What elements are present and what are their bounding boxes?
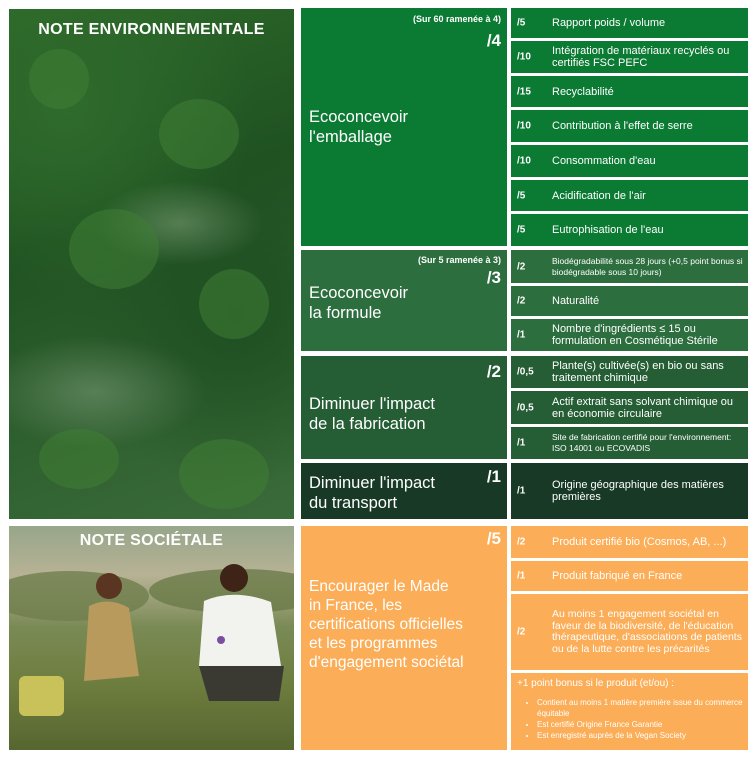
- transport-score: /1: [486, 467, 501, 486]
- fabrication-title: Diminuer l'impact de la fabrication: [309, 395, 436, 433]
- bonus-block: [511, 673, 748, 750]
- bonus-title: +1 point bonus si le produit (et/ou) :: [517, 678, 675, 689]
- fabrication-score: /2: [486, 362, 501, 381]
- criterion-row: /0,5 Plante(s) cultivée(s) en bio ou sans traitement chimique: [511, 356, 748, 388]
- criterion-row: /2 Au moins 1 engagement sociétal en faveur de la biodiversité, de l'éducation thérapeutique, d'associations de patients ou de la lutte contre les précarités: [511, 594, 748, 670]
- societal-title: Encourager le Made in France, les certifications officielles et les programmes d'engagement sociétal: [309, 578, 464, 671]
- bonus-item: • Contient au moins 1 matière première issue du commerce équitable: [537, 697, 748, 719]
- criterion-row: /2 Produit certifié bio (Cosmos, AB, ...): [511, 526, 748, 558]
- criterion-row: /1 Site de fabrication certifié pour l'environnement: ISO 14001 ou ECOVADIS: [511, 427, 748, 459]
- criterion-row: /10 Intégration de matériaux recyclés ou certifiés FSC PEFC: [511, 41, 748, 73]
- bonus-item: • Est certifié Origine France Garantie: [537, 719, 748, 730]
- criterion-row: /1 Produit fabriqué en France: [511, 561, 748, 591]
- criterion-row: /10 Consommation d'eau: [511, 145, 748, 177]
- farmers-illustration: [9, 526, 294, 750]
- criterion-row: /5 Eutrophisation de l'eau: [511, 214, 748, 246]
- packaging-note: (Sur 60 ramenée à 4): [412, 14, 501, 24]
- societal-score: /5: [486, 529, 501, 548]
- criterion-row: /0,5 Actif extrait sans solvant chimique ou en économie circulaire: [511, 391, 748, 424]
- criterion-row: /2 Naturalité: [511, 286, 748, 316]
- bonus-list: [537, 697, 748, 741]
- formula-note: (Sur 5 ramenée à 3): [417, 255, 501, 265]
- packaging-score: /4: [486, 31, 501, 50]
- criterion-row: /10 Contribution à l'effet de serre: [511, 110, 748, 142]
- criterion-row: /15 Recyclabilité: [511, 76, 748, 107]
- formula-score: /3: [486, 268, 501, 287]
- criterion-row: /2 Biodégradabilité sous 28 jours (+0,5 point bonus si biodégradable sous 10 jours): [511, 250, 748, 283]
- packaging-title: Ecoconcevoir l'emballage: [309, 108, 409, 146]
- criterion-row: /1 Nombre d'ingrédients ≤ 15 ou formulation en Cosmétique Stérile: [511, 319, 748, 351]
- category-societal: [301, 526, 507, 750]
- criterion-row: /1 Origine géographique des matières premières: [511, 463, 748, 519]
- forest-aerial-photo: [9, 9, 294, 519]
- farmers-field-photo: [9, 526, 294, 750]
- environmental-section-title: NOTE ENVIRONNEMENTALE: [38, 21, 265, 38]
- category-formula: [301, 250, 507, 351]
- bonus-item: • Est enregistré auprès de la Vegan Society: [537, 730, 748, 741]
- category-transport: [301, 463, 507, 519]
- transport-title: Diminuer l'impact du transport: [309, 474, 436, 512]
- category-packaging: [301, 8, 507, 246]
- category-fabrication: [301, 356, 507, 459]
- criterion-row: /5 Rapport poids / volume: [511, 8, 748, 38]
- societal-section-title: NOTE SOCIÉTALE: [79, 532, 224, 549]
- formula-title: Ecoconcevoir la formule: [309, 284, 409, 322]
- criterion-row: /5 Acidification de l'air: [511, 180, 748, 211]
